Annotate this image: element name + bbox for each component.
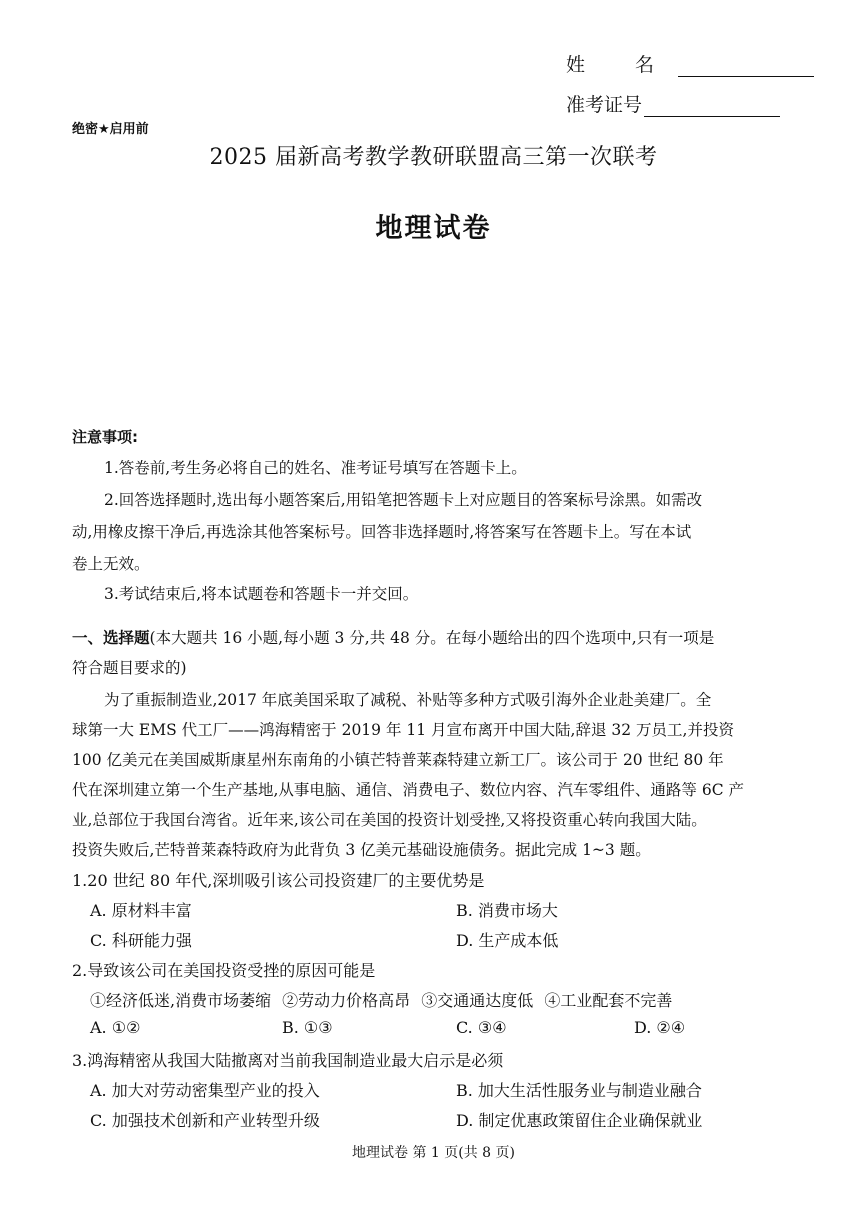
passage-line: 100 亿美元在美国威斯康星州东南角的小镇芒特普莱森特建立新工厂。该公司于 20 世纪 80 年 <box>72 751 724 769</box>
q1-option-c: C. 科研能力强 <box>90 931 192 950</box>
passage-line: 业,总部位于我国台湾省。近年来,该公司在美国的投资计划受挫,又将投资重心转向我国大陆。 <box>72 811 707 829</box>
confidential-mark: 绝密★启用前 <box>72 122 149 137</box>
notice-item-1: 1.答卷前,考生务必将自己的姓名、准考证号填写在答题卡上。 <box>104 459 527 477</box>
question-1-stem: 1.20 世纪 80 年代,深圳吸引该公司投资建厂的主要优势是 <box>72 871 485 890</box>
q2-option-d: D. ②④ <box>634 1018 686 1037</box>
passage-line: 球第一大 EMS 代工厂——鸿海精密于 2019 年 11 月宣布离开中国大陆,辞退 32 万员工,并投资 <box>72 721 734 739</box>
q3-option-b: B. 加大生活性服务业与制造业融合 <box>456 1081 702 1100</box>
notice-item-3: 3.考试结束后,将本试题卷和答题卡一并交回。 <box>104 585 419 603</box>
id-field <box>566 90 780 117</box>
id-blank <box>644 96 780 117</box>
question-3-stem: 3.鸿海精密从我国大陆撤离对当前我国制造业最大启示是必须 <box>72 1051 504 1070</box>
q1-option-a: A. 原材料丰富 <box>90 901 192 920</box>
name-label: 姓 名 <box>566 54 677 76</box>
q2-option-b: B. ①③ <box>282 1018 333 1037</box>
notice-item-2-line-2: 动,用橡皮擦干净后,再选涂其他答案标号。回答非选择题时,将答案写在答题卡上。写在本试 <box>72 523 692 541</box>
notice-item-2-line-3: 卷上无效。 <box>72 555 150 573</box>
name-field <box>566 50 814 77</box>
page-footer: 地理试卷 第 1 页(共 8 页) <box>352 1145 515 1161</box>
q3-option-d: D. 制定优惠政策留住企业确保就业 <box>456 1111 703 1130</box>
id-label: 准考证号 <box>566 94 643 116</box>
q2-option-c: C. ③④ <box>456 1018 507 1037</box>
q2-choices: ①经济低迷,消费市场萎缩 ②劳动力价格高昂 ③交通通达度低 ④工业配套不完善 <box>90 991 673 1010</box>
section-heading-line-2: 符合题目要求的) <box>72 659 187 677</box>
passage-line: 为了重振制造业,2017 年底美国采取了减税、补贴等多种方式吸引海外企业赴美建厂。全 <box>104 691 712 709</box>
q3-option-c: C. 加强技术创新和产业转型升级 <box>90 1111 320 1130</box>
q1-option-d: D. 生产成本低 <box>456 931 559 950</box>
q3-option-a: A. 加大对劳动密集型产业的投入 <box>90 1081 320 1100</box>
section-heading-rest: (本大题共 16 小题,每小题 3 分,共 48 分。在每小题给出的四个选项中,只有一项是 <box>149 629 715 647</box>
question-2-stem: 2.导致该公司在美国投资受挫的原因可能是 <box>72 961 376 980</box>
notice-heading: 注意事项: <box>72 428 138 446</box>
exam-title: 2025 届新高考教学教研联盟高三第一次联考 <box>209 145 658 170</box>
passage-line: 代在深圳建立第一个生产基地,从事电脑、通信、消费电子、数位内容、汽车零组件、通路等 6C 产 <box>72 781 745 799</box>
q1-option-b: B. 消费市场大 <box>456 901 558 920</box>
name-blank <box>678 56 814 77</box>
q2-option-a: A. ①② <box>90 1018 141 1037</box>
section-heading <box>72 626 798 648</box>
section-heading-bold: 一、选择题 <box>72 629 150 647</box>
notice-item-2-line-1: 2.回答选择题时,选出每小题答案后,用铅笔把答题卡上对应题目的答案标号涂黑。如需改 <box>104 491 703 509</box>
passage-line: 投资失败后,芒特普莱森特政府为此背负 3 亿美元基础设施债务。据此完成 1~3 题。 <box>72 841 651 859</box>
subject-title: 地理试卷 <box>375 213 492 244</box>
